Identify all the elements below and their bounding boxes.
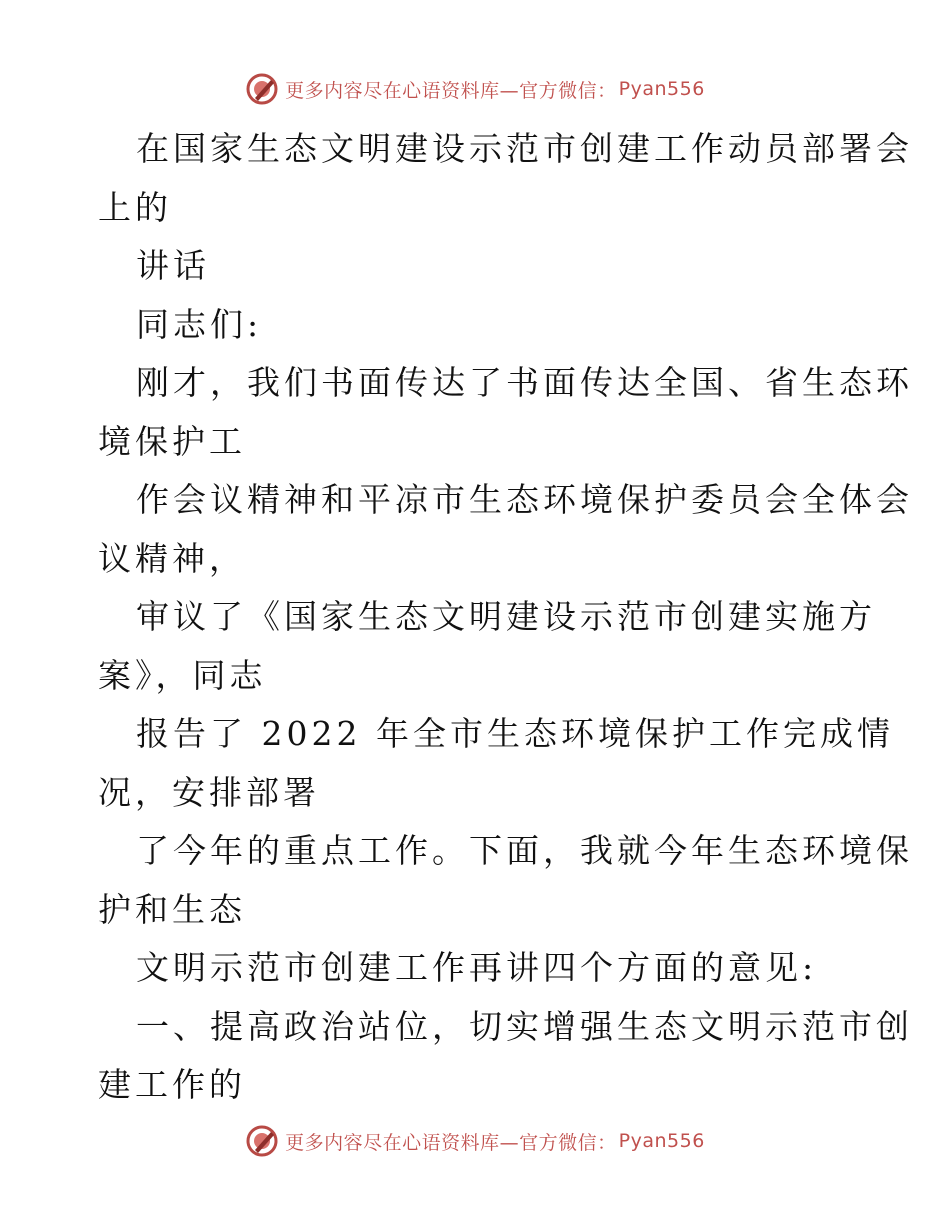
text-line: 讲话 xyxy=(136,246,210,285)
text-line: 了今年的重点工作。下面，我就今年生态环境保 xyxy=(136,831,913,870)
text-line: 一、提高政治站位，切实增强生态文明示范市创 xyxy=(136,1006,913,1046)
text-line: 作会议精神和平凉市生态环境保护委员会全体会 xyxy=(136,480,913,519)
document-body xyxy=(98,120,913,1115)
pen-logo-icon xyxy=(245,1124,279,1158)
text-line: 报告了 2022 年全市生态环境保护工作完成情 xyxy=(136,714,894,753)
text-line: 议精神， xyxy=(98,538,246,578)
watermark-text: 更多内容尽在心语资料库—官方微信： xyxy=(285,79,617,102)
text-line: 境保护工 xyxy=(98,421,246,461)
text-line: 同志们: xyxy=(136,304,263,344)
text-line: 刚才，我们书面传达了书面传达全国、省生态环 xyxy=(136,363,913,402)
watermark-id: Pyan556 xyxy=(618,1130,705,1152)
text-line: 案》，同志 xyxy=(98,655,267,695)
text-line: 上的 xyxy=(98,187,172,227)
pen-logo-icon xyxy=(245,72,279,106)
text-line: 建工作的 xyxy=(98,1065,246,1104)
watermark-header xyxy=(0,72,950,106)
watermark-text: 更多内容尽在心语资料库—官方微信： xyxy=(285,1131,617,1154)
text-line: 审议了《国家生态文明建设示范市创建实施方 xyxy=(136,597,876,636)
text-line: 况，安排部署 xyxy=(98,772,320,812)
text-line: 文明示范市创建工作再讲四个方面的意见: xyxy=(136,948,818,987)
text-line: 在国家生态文明建设示范市创建工作动员部署会 xyxy=(136,129,913,168)
watermark-id: Pyan556 xyxy=(618,78,705,100)
watermark-footer xyxy=(0,1124,950,1158)
text-line: 护和生态 xyxy=(98,889,246,929)
